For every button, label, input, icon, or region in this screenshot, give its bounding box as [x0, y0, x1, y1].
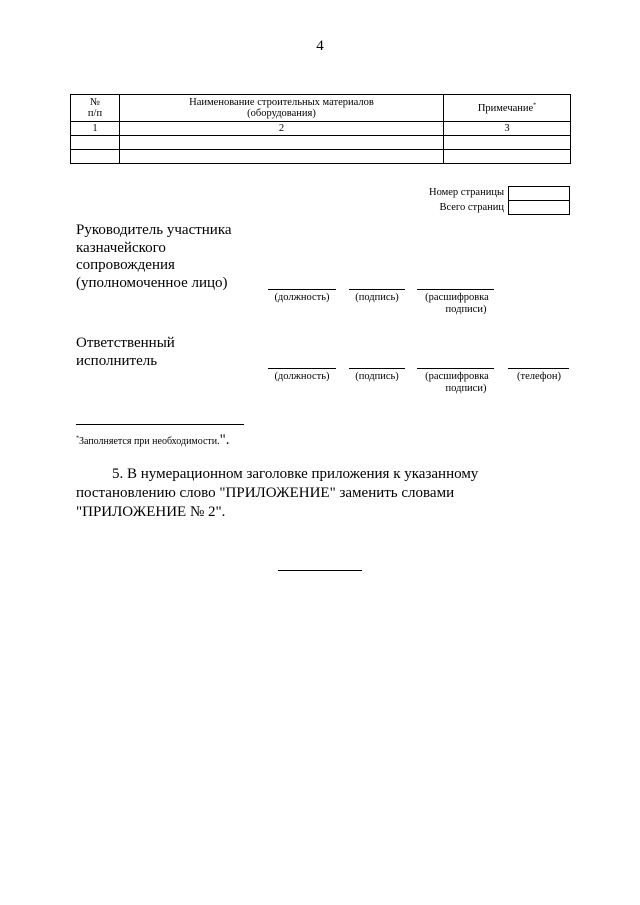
executor-position-line[interactable]	[268, 368, 336, 369]
footnote-separator	[76, 424, 244, 425]
header-note-mark: *	[533, 102, 537, 108]
table-cell[interactable]	[120, 150, 444, 164]
table-cell: 3	[444, 122, 571, 136]
executor-title-line: Ответственный	[76, 335, 175, 351]
head-signature-caption: (подпись)	[355, 292, 399, 303]
executor-decoding-caption-line: (расшифровка	[425, 371, 489, 382]
head-decoding-line[interactable]	[417, 289, 494, 290]
page-number-box[interactable]	[508, 186, 570, 201]
total-pages-label: Всего страниц	[439, 202, 504, 213]
header-name-line2: (оборудования)	[247, 108, 316, 119]
executor-title	[76, 335, 175, 370]
footnote-mark: *	[76, 435, 79, 442]
executor-phone-caption: (телефон)	[517, 371, 561, 382]
table-header-row	[71, 95, 571, 122]
page-number: 4	[316, 38, 324, 54]
header-number	[71, 95, 120, 122]
table-numbering-row	[71, 122, 571, 136]
executor-decoding-line[interactable]	[417, 368, 494, 369]
executor-phone-line[interactable]	[508, 368, 569, 369]
amendment-line-2: постановлению слово "ПРИЛОЖЕНИЕ" заменить словами	[76, 485, 455, 501]
amendment-line-1: 5. В нумерационном заголовке приложения к указанному	[112, 466, 479, 482]
executor-decoding-caption	[412, 371, 502, 395]
executor-signature-caption: (подпись)	[355, 371, 399, 382]
table-cell[interactable]	[71, 150, 120, 164]
footnote-closing-quote: ".	[219, 432, 230, 448]
table-cell[interactable]	[71, 136, 120, 150]
header-number-line1: №	[89, 97, 101, 108]
head-title-line: Руководитель участника	[76, 222, 232, 238]
header-note	[444, 95, 571, 122]
executor-signature-line[interactable]	[349, 368, 405, 369]
head-title	[76, 222, 232, 292]
table-cell[interactable]	[120, 136, 444, 150]
table-cell[interactable]	[444, 150, 571, 164]
page-number-label: Номер страницы	[428, 187, 504, 198]
table-cell: 2	[120, 122, 444, 136]
head-position-caption: (должность)	[274, 292, 330, 303]
total-pages-box[interactable]	[508, 200, 570, 215]
table-cell[interactable]	[444, 136, 571, 150]
table-cell: 1	[71, 122, 120, 136]
amendment-line-3: "ПРИЛОЖЕНИЕ № 2".	[76, 504, 226, 520]
materials-table	[70, 94, 571, 164]
header-name	[120, 95, 444, 122]
head-decoding-caption-line: подписи)	[445, 304, 487, 315]
header-name-line1: Наименование строительных материалов	[189, 97, 374, 108]
head-decoding-caption-line: (расшифровка	[425, 292, 489, 303]
head-title-line: казначейского	[76, 239, 166, 256]
header-number-line2: п/п	[87, 108, 103, 119]
head-decoding-caption	[412, 292, 502, 316]
head-title-line: (уполномоченное лицо)	[76, 274, 228, 291]
executor-title-line: исполнитель	[76, 352, 158, 369]
executor-decoding-caption-line: подписи)	[445, 383, 487, 394]
head-signature-line[interactable]	[349, 289, 405, 290]
head-title-line: сопровождения	[76, 257, 175, 273]
table-row	[71, 150, 571, 164]
head-position-line[interactable]	[268, 289, 336, 290]
end-separator	[278, 570, 362, 571]
footnote	[76, 432, 230, 449]
executor-position-caption: (должность)	[274, 371, 330, 382]
table-row	[71, 136, 571, 150]
footnote-text: Заполняется при необходимости.	[79, 436, 220, 447]
header-note-label: Примечание	[477, 102, 534, 114]
